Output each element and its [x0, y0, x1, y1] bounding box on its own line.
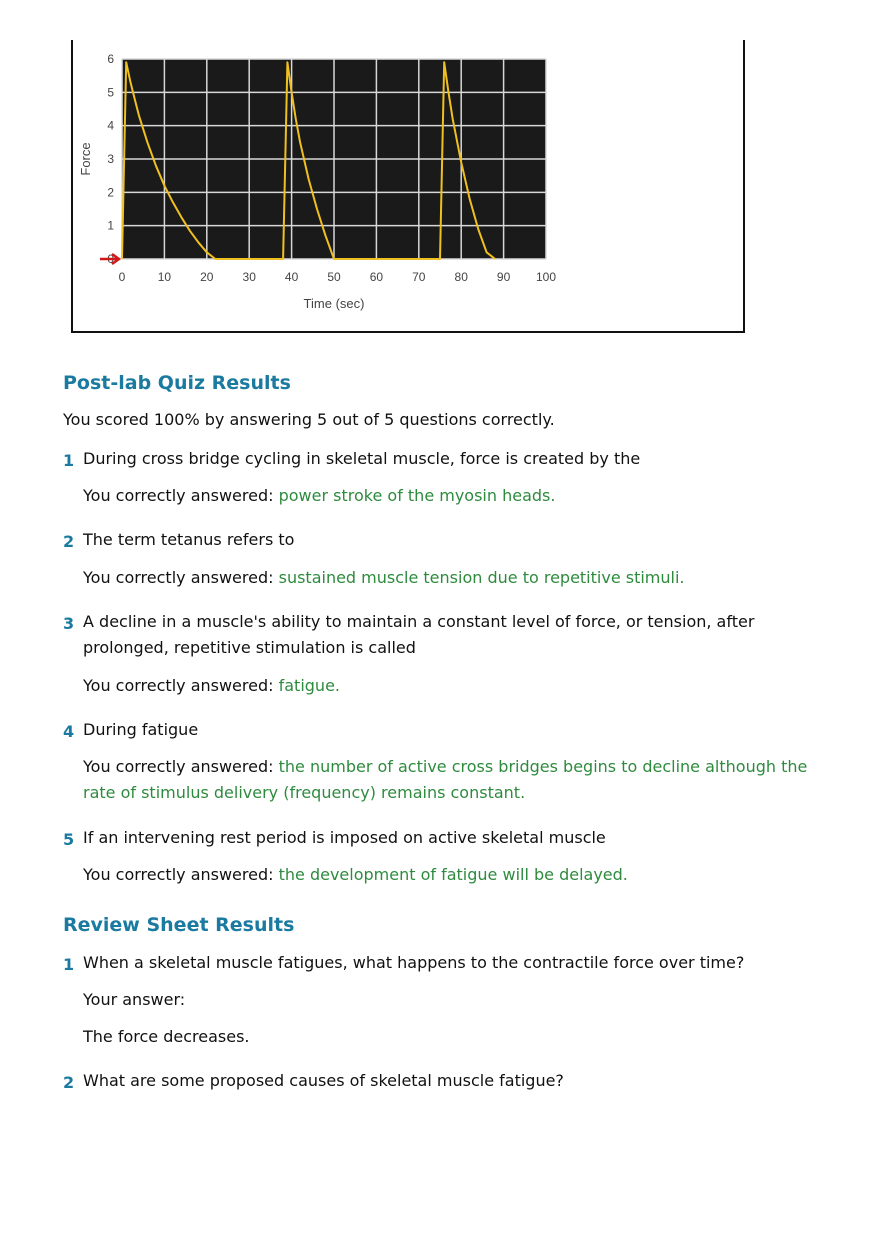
review-answer-text: The force decreases. [83, 1027, 250, 1046]
question-number: 3 [63, 614, 75, 633]
question-text: What are some proposed causes of skeletal muscle fatigue? [83, 1071, 564, 1090]
answer-line [83, 754, 823, 806]
answer-prefix: You correctly answered: [83, 568, 279, 587]
postlab-title: Post-lab Quiz Results [63, 372, 291, 394]
question-number: 5 [63, 830, 75, 849]
y-tick-label: 0 [107, 252, 114, 266]
question-text: During cross bridge cycling in skeletal muscle, force is created by the [83, 449, 641, 468]
force-time-chart [73, 40, 743, 330]
x-axis-label: Time (sec) [303, 296, 365, 311]
y-tick-label: 4 [107, 118, 114, 133]
x-tick-label: 0 [118, 270, 126, 284]
x-tick-label: 10 [157, 270, 172, 284]
x-tick-label: 100 [535, 270, 557, 284]
question-number: 2 [63, 1073, 75, 1092]
y-tick-label: 1 [107, 218, 114, 233]
x-tick-label: 90 [496, 270, 511, 284]
answer-value: the number of active cross bridges begins to decline although the rate of stimulus delivery (frequency) remains constant. [83, 757, 808, 802]
question-number: 1 [63, 955, 75, 974]
answer-prefix: You correctly answered: [83, 757, 279, 776]
question-number: 1 [63, 451, 75, 470]
x-tick-label: 80 [454, 270, 468, 284]
x-tick-label: 40 [284, 270, 299, 284]
answer-line [83, 483, 823, 509]
question-text: If an intervening rest period is imposed on active skeletal muscle [83, 828, 606, 847]
x-tick-label: 70 [412, 270, 426, 284]
y-tick-label: 2 [107, 185, 114, 200]
y-axis-label: Force [78, 142, 93, 176]
x-tick-label: 20 [200, 270, 214, 284]
x-tick-label: 50 [327, 270, 341, 284]
y-tick-label: 5 [107, 85, 114, 100]
review-title: Review Sheet Results [63, 914, 295, 936]
x-tick-label: 30 [242, 270, 256, 284]
y-tick-label: 6 [107, 52, 114, 66]
answer-prefix: You correctly answered: [83, 676, 279, 695]
y-tick-label: 3 [107, 152, 114, 166]
answer-line [83, 565, 823, 591]
answer-value: fatigue. [278, 676, 340, 695]
question-text: The term tetanus refers to [83, 530, 295, 549]
answer-line [83, 862, 823, 888]
chart-frame [71, 40, 745, 333]
postlab-summary: You scored 100% by answering 5 out of 5 questions correctly. [63, 410, 555, 429]
answer-prefix: You correctly answered: [83, 865, 279, 884]
question-number: 4 [63, 722, 75, 741]
question-number: 2 [63, 532, 75, 551]
answer-prefix: You correctly answered: [83, 486, 279, 505]
answer-line [83, 673, 823, 699]
question-text: During fatigue [83, 720, 199, 739]
answer-value: the development of fatigue will be delayed. [278, 865, 628, 884]
question-text: A decline in a muscle's ability to maintain a constant level of force, or tension, after prolonged, repetitive stimulation is called [83, 612, 755, 657]
answer-value: sustained muscle tension due to repetitive stimuli. [278, 568, 685, 587]
your-answer-label: Your answer: [83, 990, 186, 1009]
answer-value: power stroke of the myosin heads. [278, 486, 556, 505]
x-tick-label: 60 [369, 270, 384, 284]
question-text: When a skeletal muscle fatigues, what happens to the contractile force over time? [83, 953, 745, 972]
